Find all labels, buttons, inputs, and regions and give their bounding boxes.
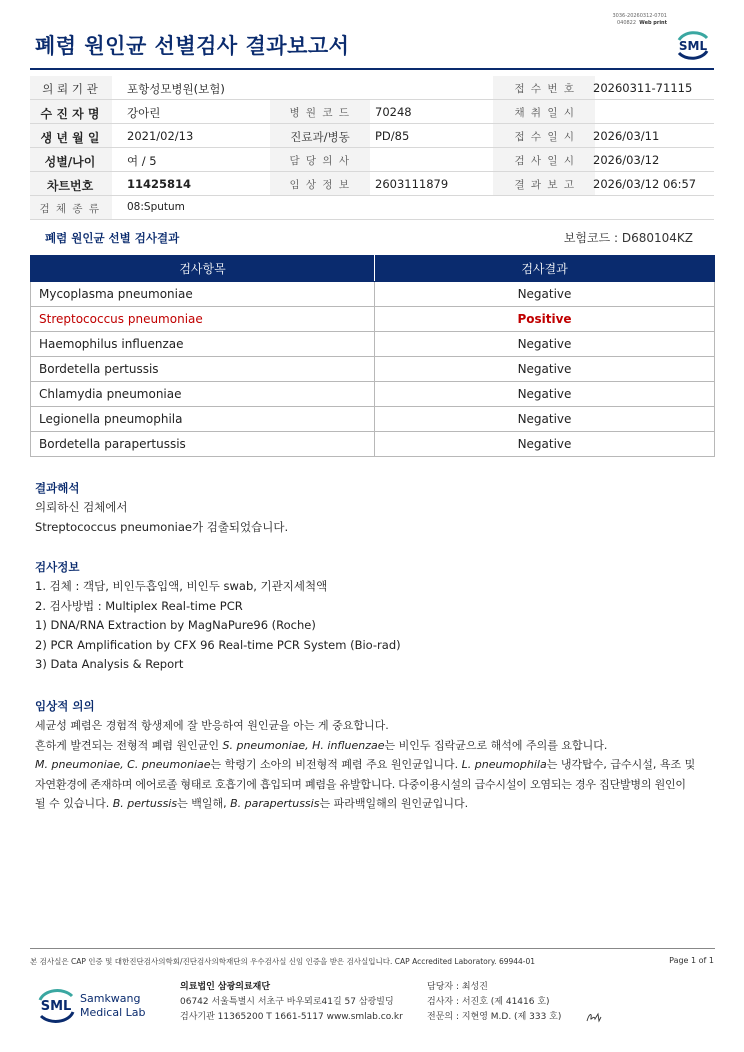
test-info-line: 3) Data Analysis & Report	[35, 657, 184, 671]
info-row	[30, 124, 714, 148]
clinical-text	[35, 716, 725, 814]
staff-info	[427, 980, 561, 1025]
table-row	[31, 382, 715, 407]
test-item: Bordetella pertussis	[31, 357, 375, 382]
label-patient-name: 수 진 자 명	[40, 107, 100, 121]
svg-text:Medical Lab: Medical Lab	[80, 1006, 146, 1019]
header-divider	[30, 68, 714, 70]
column-test-item: 검사항목	[31, 256, 375, 282]
test-info-text	[35, 577, 401, 675]
test-item: Bordetella parapertussis	[31, 432, 375, 457]
interpretation-line2: Streptococcus pneumoniae가 검출되었습니다.	[35, 519, 289, 534]
info-row	[30, 100, 714, 124]
test-item: Mycoplasma pneumoniae	[31, 282, 375, 307]
interpretation-title: 결과해석	[35, 481, 80, 495]
column-test-result: 검사결과	[375, 256, 715, 282]
sml-logo-icon	[672, 26, 714, 64]
organization-name: 의료법인 삼광의료재단	[180, 982, 271, 992]
test-item: Haemophilus influenzae	[31, 332, 375, 357]
label-received-datetime: 접 수 일 시	[514, 131, 576, 143]
test-result: Negative	[375, 332, 715, 357]
interpretation-line1: 의뢰하신 검체에서	[35, 500, 128, 514]
test-info-line: 2. 검사방법 : Multiplex Real-time PCR	[35, 598, 243, 613]
test-result: Negative	[375, 407, 715, 432]
label-specimen-type: 검 체 종 류	[39, 203, 101, 215]
footer-divider	[30, 948, 715, 949]
label-report-datetime: 결 과 보 고	[514, 179, 576, 191]
logo-text: SML	[678, 39, 708, 53]
label-test-datetime: 검 사 일 시	[514, 155, 576, 167]
interpretation-text	[35, 498, 288, 537]
test-info-line: 2) PCR Amplification by CFX 96 Real-time PCR System (Bio-rad)	[35, 637, 401, 652]
patient-info-grid	[30, 76, 714, 220]
table-row	[31, 357, 715, 382]
value-sex-age: 여 / 5	[127, 154, 157, 168]
svg-text:SML: SML	[40, 999, 72, 1014]
staff-tester: 검사자 : 서진호 (제 41416 호)	[427, 997, 550, 1007]
value-received-datetime: 2026/03/11	[593, 129, 660, 143]
value-requesting-institution: 포항성모병원(보험)	[127, 82, 225, 96]
value-specimen-type: 08:Sputum	[127, 201, 185, 213]
test-item: Chlamydia pneumoniae	[31, 382, 375, 407]
value-birth-date: 2021/02/13	[127, 129, 194, 143]
organization-address: 06742 서울특별시 서초구 바우뫼로41길 57 삼광빌딩	[180, 997, 394, 1007]
info-row	[30, 172, 714, 196]
value-test-datetime: 2026/03/12	[593, 153, 660, 167]
test-info-title: 검사정보	[35, 560, 80, 574]
label-physician: 담 당 의 사	[289, 155, 351, 167]
label-clinical-info: 임 상 정 보	[289, 179, 351, 191]
table-row	[31, 407, 715, 432]
table-row	[31, 282, 715, 307]
label-collection-datetime: 채 취 일 시	[514, 107, 576, 119]
staff-specialist: 전문의 : 지현영 M.D. (제 333 호)	[427, 1012, 562, 1022]
clinical-line: M. pneumoniae, C. pneumoniae는 학령기 소아의 비전형적 폐렴 주요 원인균입니다. L. pneumophila는 냉각탑수, 급수시설, 욕조 및	[35, 758, 696, 771]
test-result: Negative	[375, 432, 715, 457]
accreditation-note: 본 검사실은 CAP 인증 및 대한진단검사의학회/진단검사의학재단의 우수검사실 신임 인증을 받은 검사실입니다. CAP Accredited Laboratory. 69944-01	[30, 957, 536, 966]
table-row	[31, 432, 715, 457]
label-hospital-code: 병 원 코 드	[289, 107, 351, 119]
document-code	[560, 13, 667, 26]
clinical-line: 될 수 있습니다. B. pertussis는 백일해, B. parapertussis는 파라백일해의 원인균입니다.	[35, 797, 469, 810]
info-row	[30, 196, 714, 220]
clinical-title: 임상적 의의	[35, 699, 95, 713]
value-report-datetime: 2026/03/12 06:57	[593, 177, 697, 191]
samkwang-logo-icon	[36, 982, 156, 1026]
clinical-line: 흔하게 발견되는 전형적 폐렴 원인균인 S. pneumoniae, H. influenzae는 비인두 집락균으로 해석에 주의를 요합니다.	[35, 738, 608, 752]
document-code-line1: 3036-20260312-0701	[612, 13, 667, 19]
label-requesting-institution: 의 뢰 기 관	[42, 82, 98, 96]
staff-in-charge: 담당자 : 최성진	[427, 982, 488, 992]
table-row	[31, 332, 715, 357]
clinical-line: 자연환경에 존재하며 에어로졸 형태로 호흡기에 흡입되며 폐렴을 유발합니다. 다중이용시설의 급수시설이 오염되는 경우 집단발병의 원인이	[35, 777, 686, 791]
test-result: Negative	[375, 357, 715, 382]
value-clinical-info: 2603111879	[375, 177, 449, 191]
info-row	[30, 76, 714, 100]
value-patient-name: 강아린	[127, 106, 161, 120]
page-number: Page 1 of 1	[669, 956, 714, 965]
results-header-row	[31, 256, 715, 282]
label-chart-number: 차트번호	[46, 179, 94, 193]
svg-text:Samkwang: Samkwang	[80, 992, 141, 1005]
table-row	[31, 307, 715, 332]
results-table	[30, 255, 715, 457]
value-department: PD/85	[375, 129, 410, 143]
organization-contact: 검사기관 11365200 T 1661-5117 www.smlab.co.kr	[180, 1012, 403, 1022]
test-item: Legionella pneumophila	[31, 407, 375, 432]
label-sex-age: 성별/나이	[44, 155, 96, 169]
organization-info	[180, 980, 403, 1025]
value-chart-number: 11425814	[127, 177, 192, 191]
results-section-title: 폐렴 원인균 선별 검사결과	[45, 231, 180, 245]
page-title: 폐렴 원인균 선별검사 결과보고서	[35, 34, 350, 58]
test-result: Negative	[375, 282, 715, 307]
info-row	[30, 148, 714, 172]
document-code-line2: 040822 Web print	[616, 19, 667, 26]
label-accession-number: 접 수 번 호	[514, 83, 576, 95]
value-hospital-code: 70248	[375, 105, 412, 119]
test-item: Streptococcus pneumoniae	[31, 307, 375, 332]
insurance-code: 보험코드 : D680104KZ	[563, 231, 693, 245]
signature-icon	[585, 1010, 603, 1024]
clinical-line: 세균성 폐렴은 경험적 항생제에 잘 반응하여 원인균을 아는 게 중요합니다.	[35, 719, 389, 732]
test-result: Positive	[375, 307, 715, 332]
label-department: 진료과/병동	[290, 130, 350, 144]
value-accession-number: 20260311-71115	[593, 81, 693, 95]
test-info-line: 1. 검체 : 객담, 비인두흡입액, 비인두 swab, 기관지세척액	[35, 579, 328, 593]
label-birth-date: 생 년 월 일	[40, 131, 100, 145]
test-result: Negative	[375, 382, 715, 407]
test-info-line: 1) DNA/RNA Extraction by MagNaPure96 (Roche)	[35, 618, 316, 632]
